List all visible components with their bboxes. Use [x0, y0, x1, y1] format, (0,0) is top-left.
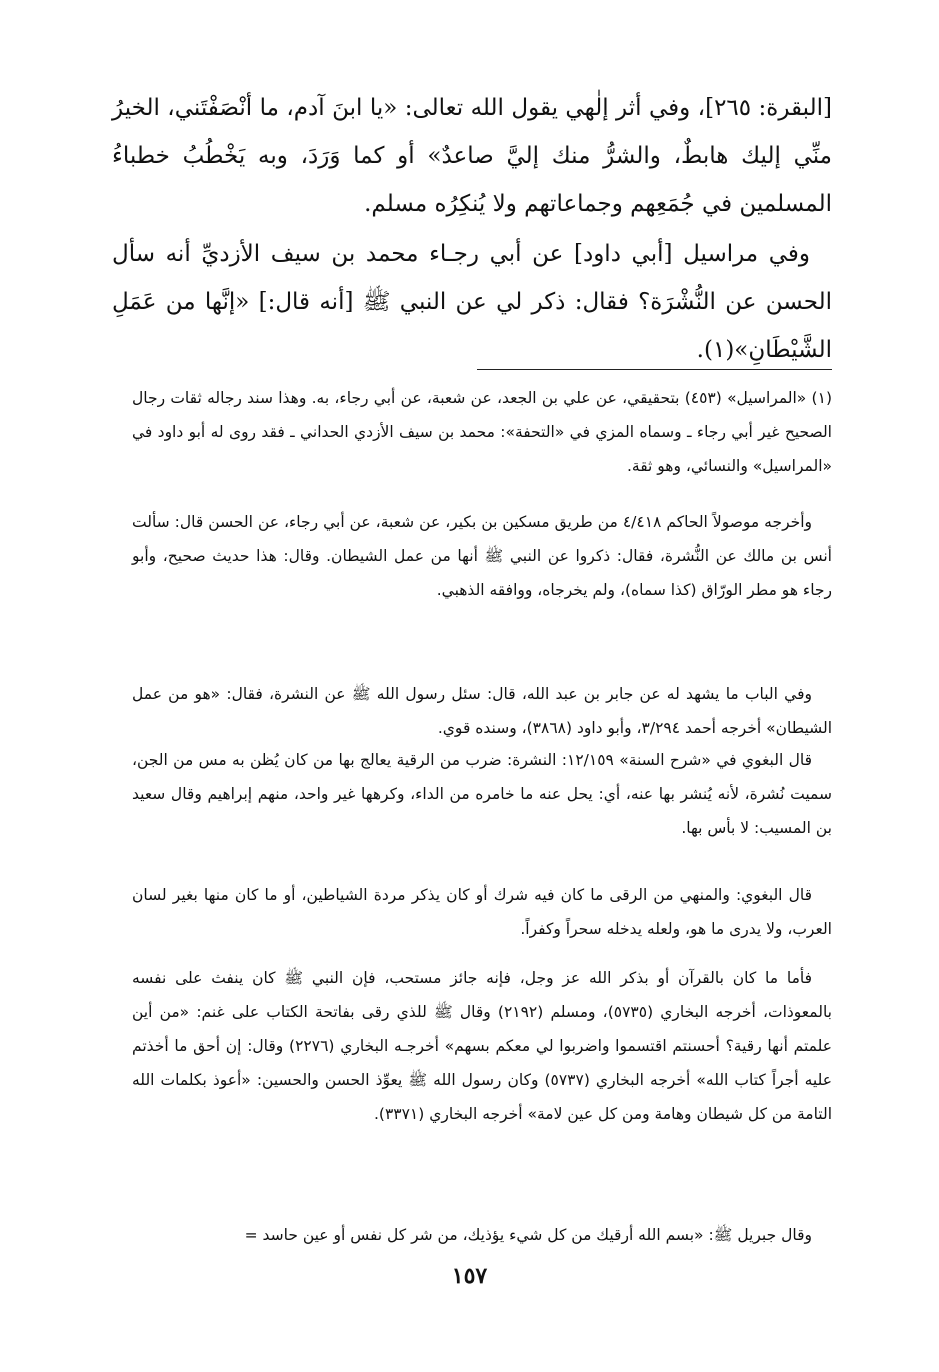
- footnote-paragraph: قال البغوي: والمنهي من الرقى ما كان فيه شرك أو كان يذكر مردة الشياطين، أو ما كان منها بغير لسان العرب، ولا يدرى ما هو، ولعله يدخله سحراً وكفراً.: [132, 886, 832, 938]
- footnote-paragraph: (١) «المراسيل» (٤٥٣) بتحقيقي، عن علي بن الجعد، عن شعبة، عن أبي رجاء، به. وهذا سند رجاله ثقات رجال الصحيح غير أبي رجاء ـ وسماه المزي في «التحفة»: محمد بن سيف الأزدي الحداني ـ فقد روى له أبو داود في «المراسيل» والنسائي، وهو ثقة.: [132, 389, 832, 475]
- footnote-block: [132, 1218, 832, 1252]
- footnote-block: [132, 677, 832, 745]
- footnote-paragraph: وأخرجه موصولاً الحاكم ٤/٤١٨ من طريق مسكين بن بكير، عن شعبة، عن أبي رجاء، عن الحسن قال: سألت أنس بن مالك عن النُّشرة، فقال: ذكروا عن النبي ﷺ أنها من عمل الشيطان. وقال: هذا حديث صحيح، وأبو رجاء هو مطر الورّاق (كذا سماه)، ولم يخرجاه، ووافقه الذهبي.: [132, 513, 832, 599]
- footnote-separator: [477, 369, 832, 370]
- main-text-block: [112, 84, 832, 228]
- footnote-block: [132, 743, 832, 845]
- page-number: ١٥٧: [451, 1263, 488, 1289]
- footnote-paragraph: فأما ما كان بالقرآن أو بذكر الله عز وجل، فإنه جائز مستحب، فإن النبي ﷺ كان ينفث على نفسه بالمعوذات، أخرجه البخاري (٥٧٣٥)، ومسلم (٢١٩٢) وقال ﷺ للذي رقى بفاتحة الكتاب على غنم: «من أين علمتم أنها رقية؟ أحسنتم اقتسموا واضربوا لي معكم بسهم» أخرجـه البخاري (٢٢٧٦) وقال: إن أحق ما أخذتم عليه أجراً كتاب الله» أخرجه البخاري (٥٧٣٧) وكان رسول الله ﷺ يعوِّذ الحسن والحسين: «أعوذ بكلمات الله التامة من كل شيطان وهامة ومن كل عين لامة» أخرجه البخاري (٣٣٧١).: [132, 969, 833, 1123]
- main-paragraph: [البقرة: ٢٦٥]، وفي أثر إلٰهي يقول الله تعالى: «يا ابنَ آدم، ما أنْصَفْتَني، الخيرُ منِّي إليك هابطٌ، والشرُّ منك إليَّ صاعدٌ» أو كما وَرَدَ، وبه يَخْطُبُ خطباءُ المسلمين في جُمَعِهم وجماعاتهم ولا يُنكِرُه مسلم.: [112, 95, 832, 217]
- footnote-paragraph: وقال جبريل ﷺ: «بسم الله أرقيك من كل شيء يؤذيك، من شر كل نفس أو عين حاسد =: [244, 1226, 812, 1244]
- footnote-block: [132, 381, 832, 483]
- footnote-block: [132, 505, 832, 607]
- footnote-block: [132, 878, 832, 946]
- footnote-block: [132, 961, 832, 1131]
- main-paragraph: وفي مراسيل [أبي داود] عن أبي رجـاء محمد بن سيف الأزديِّ أنه سأل الحسن عن النُّشْرَة؟ فقال: ذكر لي عن النبي ﷺ [أنه قال:] «إنَّها من عَمَلِ الشَّيْطَانِ»(١).: [112, 241, 832, 363]
- main-text-block: [112, 230, 832, 374]
- footnote-paragraph: قال البغوي في «شرح السنة» ١٢/١٥٩: النشرة: ضرب من الرقية يعالج بها من كان يُظن به مس من الجن، سميت نُشرة، لأنه يُنشر بها عنه، أي: يحل عنه ما خامره من الداء، وكرهها غير واحد، منهم إبراهيم وقال سعيد بن المسيب: لا بأس بها.: [132, 751, 832, 837]
- footnote-paragraph: وفي الباب ما يشهد له عن جابر بن عبد الله، قال: سئل رسول الله ﷺ عن النشرة، فقال: «هو من عمل الشيطان» أخرجه أحمد ٣/٢٩٤، وأبو داود (٣٨٦٨)، وسنده قوي.: [132, 685, 832, 737]
